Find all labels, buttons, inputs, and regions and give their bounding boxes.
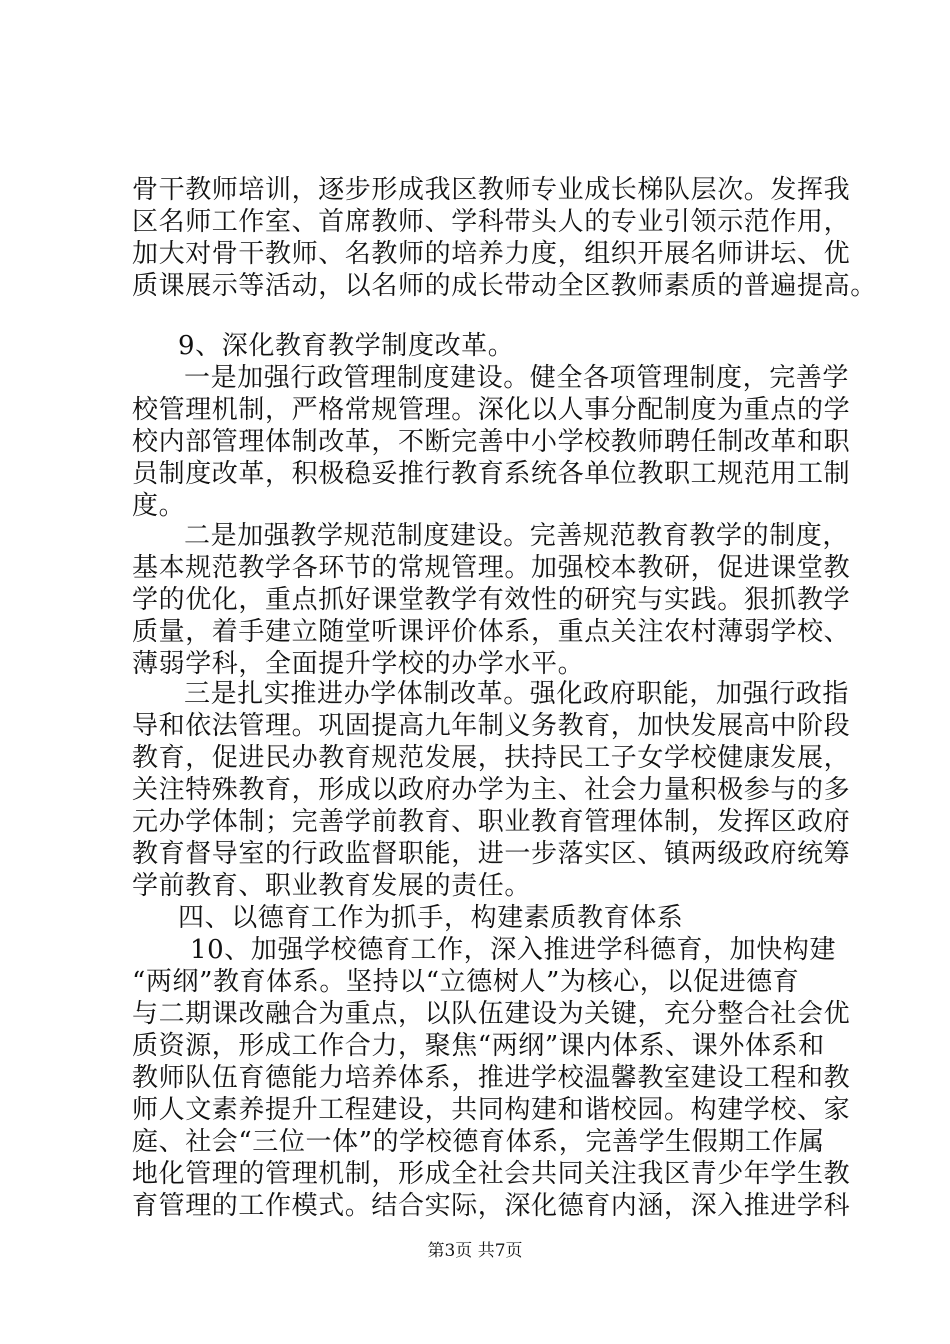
text-line: 师人文素养提升工程建设，共同构建和谐校园。构建学校、家 [132, 1095, 851, 1125]
text-line: 一是加强行政管理制度建设。健全各项管理制度，完善学 [184, 363, 850, 393]
text-line: 元办学体制；完善学前教育、职业教育管理体制，发挥区政府 [132, 807, 851, 837]
text-line: 三是扎实推进办学体制改革。强化政府职能，加强行政指 [184, 679, 850, 709]
text-line: 基本规范教学各环节的常规管理。加强校本教研，促进课堂教 [132, 553, 851, 583]
text-line: 加大对骨干教师、名教师的培养力度，组织开展名师讲坛、优 [132, 239, 851, 269]
section-heading: 9、深化教育教学制度改革。 [178, 331, 515, 361]
text-line: 区名师工作室、首席教师、学科带头人的专业引领示范作用， [132, 207, 851, 237]
text-line: 关注特殊教育，形成以政府办学为主、社会力量积极参与的多 [132, 775, 851, 805]
text-line: 质量，着手建立随堂听课评价体系，重点关注农村薄弱学校、 [132, 617, 851, 647]
page-footer: 第3页 共7页 [427, 1241, 523, 1261]
text-line: 学前教育、职业教育发展的责任。 [132, 871, 532, 901]
text-line: 校内部管理体制改革，不断完善中小学校教师聘任制改革和职 [132, 427, 851, 457]
text-line: 二是加强教学规范制度建设。完善规范教育教学的制度， [184, 521, 850, 551]
text-line: “两纲”教育体系。坚持以“立德树人”为核心，以促进德育 [132, 967, 800, 997]
section-heading: 四、以德育工作为抓手，构建素质教育体系 [178, 903, 684, 933]
text-line: 导和依法管理。巩固提高九年制义务教育，加快发展高中阶段 [132, 711, 851, 741]
text-line: 教师队伍育德能力培养体系，推进学校温馨教室建设工程和教 [132, 1063, 851, 1093]
text-line: 质课展示等活动，以名师的成长带动全区教师素质的普遍提高。 [132, 271, 877, 301]
text-line: 与二期课改融合为重点，以队伍建设为关键，充分整合社会优 [132, 999, 851, 1029]
text-line: 教育督导室的行政监督职能，进一步落实区、镇两级政府统筹 [132, 839, 851, 869]
text-line: 员制度改革，积极稳妥推行教育系统各单位教职工规范用工制 [132, 459, 851, 489]
text-line: 校管理机制，严格常规管理。深化以人事分配制度为重点的学 [132, 395, 851, 425]
text-line: 薄弱学科，全面提升学校的办学水平。 [132, 649, 585, 679]
text-line: 质资源，形成工作合力，聚焦“两纲”课内体系、课外体系和 [132, 1031, 825, 1061]
text-line: 育管理的工作模式。结合实际，深化德育内涵，深入推进学科 [132, 1191, 851, 1221]
text-line: 教育，促进民办教育规范发展，扶持民工子女学校健康发展， [132, 743, 851, 773]
text-line: 10、加强学校德育工作，深入推进学科德育，加快构建 [190, 935, 837, 965]
text-line: 度。 [132, 491, 186, 521]
text-line: 庭、社会“三位一体”的学校德育体系，完善学生假期工作属 [132, 1127, 825, 1157]
text-line: 学的优化，重点抓好课堂教学有效性的研究与实践。狠抓教学 [132, 585, 851, 615]
text-line: 骨干教师培训，逐步形成我区教师专业成长梯队层次。发挥我 [132, 175, 851, 205]
text-line: 地化管理的管理机制，形成全社会共同关注我区青少年学生教 [132, 1159, 851, 1189]
